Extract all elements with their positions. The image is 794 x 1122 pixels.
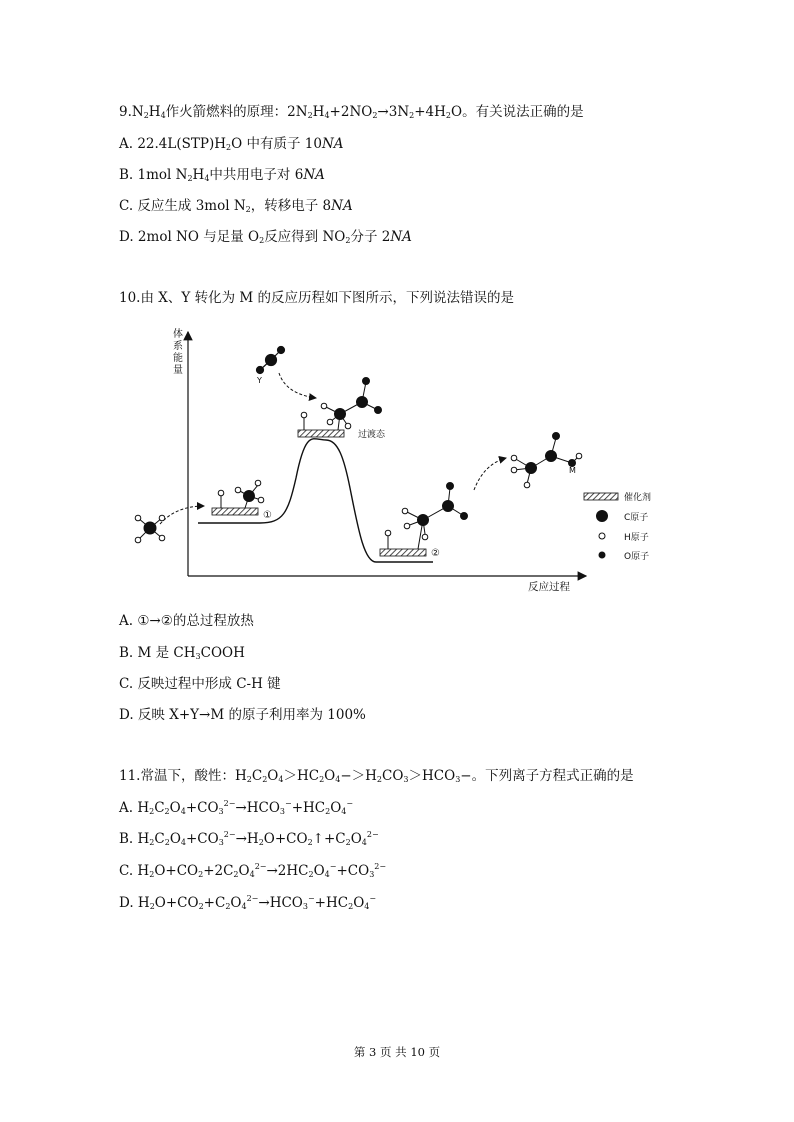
q10-stem: 10.由 X、Y 转化为 M 的反应历程如下图所示，下列说法错误的是	[119, 290, 514, 306]
svg-text:系: 系	[173, 341, 183, 352]
arrow-to-m	[474, 458, 506, 490]
q10-option-b: B. M 是 $CH_3COOH$	[119, 645, 245, 661]
page-footer: 第 3 页 共 10 页	[353, 1045, 441, 1059]
molecule-x	[135, 515, 165, 543]
q11-option-a: A. $H_2C_2O_4+CO_3^{2-}\to HCO_3^-+HC_2O_4^-$	[119, 799, 354, 816]
q10-option-c: C. 反映过程中形成 C-H 键	[119, 676, 281, 692]
svg-text:体: 体	[173, 329, 183, 340]
q11-option-b: B. $H_2C_2O_4+CO_3^{2-}\to H_2O+CO_2↑+C_2O_4^{2-}$	[119, 830, 379, 847]
svg-text:O原子: O原子	[624, 552, 650, 562]
label-m: M	[569, 466, 576, 475]
molecule-state-1	[218, 480, 264, 508]
q9-option-a: A. $22.4L(STP)H_2O$ 中有质子 10NA	[119, 136, 344, 152]
q10-option-a: A. ①→②的总过程放热	[119, 613, 254, 629]
y-axis-label	[173, 327, 183, 376]
legend-h-atom	[599, 533, 605, 539]
label-y-text: Y	[257, 376, 262, 385]
arrow-y-to-ts	[279, 373, 316, 398]
q9-option-b: B. 1mol $N_2H_4$中共用电子对 6NA	[119, 167, 325, 183]
catalyst-bar-2	[380, 549, 426, 556]
svg-text:催化剂: 催化剂	[624, 493, 652, 503]
svg-text:能: 能	[173, 353, 183, 364]
q11-option-c: C. $H_2O+CO_2+2C_2O_4^{2-}\to 2HC_2O_4^-+CO_3^{2-}$	[119, 862, 387, 879]
legend-c-atom	[596, 510, 608, 522]
svg-text:C原子: C原子	[624, 513, 649, 523]
reaction-energy-diagram	[118, 318, 678, 600]
molecule-state-2	[385, 483, 467, 550]
x-axis-label: 反应过程	[528, 581, 570, 593]
q9-option-d: D. 2mol NO 与足量 $O_2$反应得到 $NO_2$分子 2NA	[119, 229, 412, 245]
molecule-transition-state	[301, 378, 381, 431]
catalyst-bar-1	[212, 508, 258, 515]
energy-curve	[198, 439, 433, 562]
svg-text:量: 量	[173, 365, 183, 376]
legend-catalyst-swatch	[584, 493, 618, 500]
svg-text:H原子: H原子	[624, 533, 649, 543]
molecule-y	[257, 347, 285, 374]
q11-option-d: D. $H_2O+CO_2+C_2O_4^{2-}\to HCO_3^-+HC_2O_4^-$	[119, 894, 377, 911]
label-state-1: ①	[263, 510, 272, 521]
legend-o-atom	[599, 552, 606, 559]
molecule-m	[511, 433, 582, 488]
label-transition-state: 过渡态	[358, 430, 386, 440]
q9-stem: $9.N_2H_4$作火箭燃料的原理：$2N_2H_4+2NO_2\to 3N_2+4H_2O$。有关说法正确的是	[119, 104, 584, 120]
legend	[584, 491, 651, 562]
label-state-2: ②	[431, 548, 440, 559]
q10-option-d: D. 反映 X+Y→M 的原子利用率为 100%	[119, 707, 366, 723]
arrow-x-to-catalyst	[160, 506, 204, 524]
q9-option-c: C. 反应生成 3mol $N_2$，转移电子 8NA	[119, 198, 353, 214]
q11-stem: 11.常温下，酸性：$H_2C_2O_4>HC_2O_4->H_2CO_3>HCO_3-$。下列离子方程式正确的是	[119, 768, 634, 784]
catalyst-bar-ts	[298, 430, 344, 437]
